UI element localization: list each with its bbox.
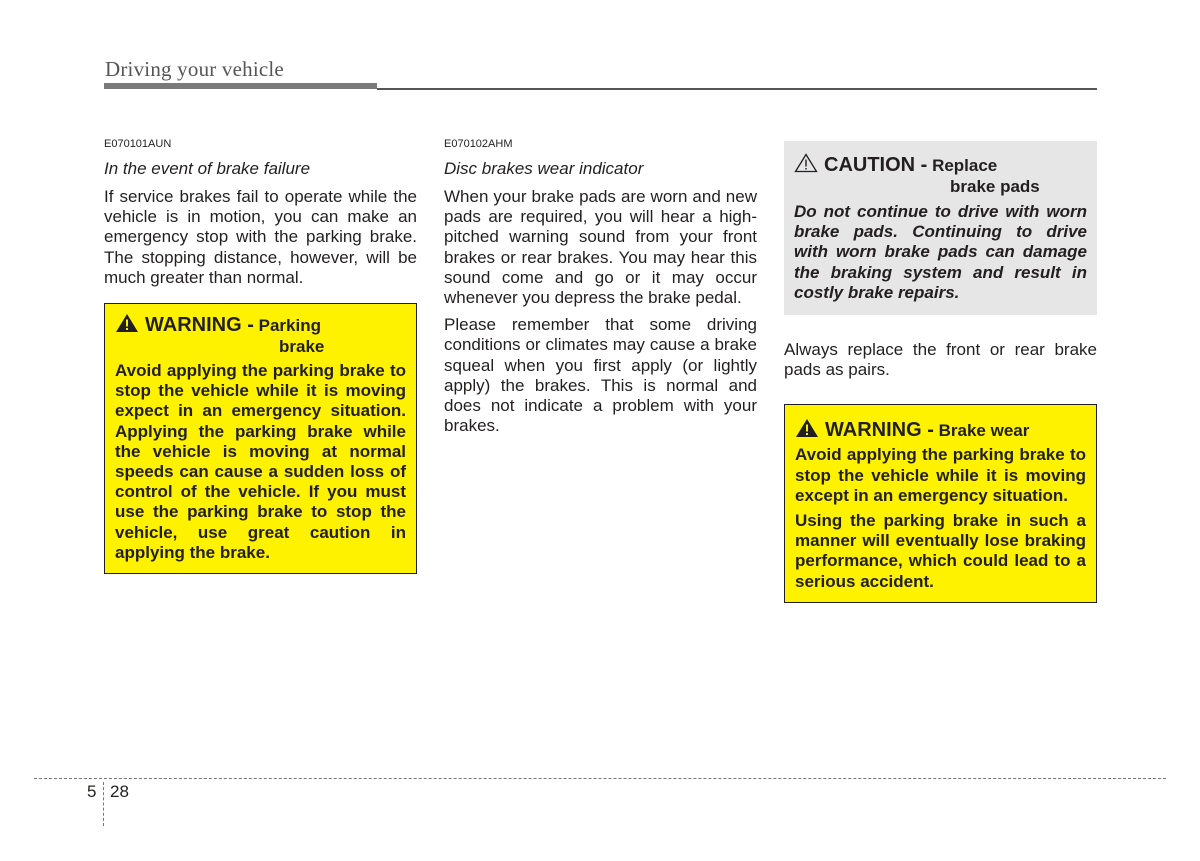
page-header-title: Driving your vehicle (105, 57, 284, 81)
warning-label: WARNING - (145, 314, 254, 337)
caution-title-line1: Replace (932, 156, 998, 175)
footer-divider (103, 782, 104, 826)
section-code: E070102AHM (444, 138, 513, 150)
body-paragraph: When your brake pads are worn and new pads are required, you will hear a high-pitched warning sound from your front brakes or rear brakes. You may hear this sound come and go or it may occur whenever you depress the brake pedal. (444, 187, 757, 308)
column-brake-pads (784, 141, 1097, 603)
body-paragraph: If service brakes fail to operate while the vehicle is in motion, you can make an emergency stop with the parking brake. The stopping distance, however, will be much greater than normal. (104, 187, 417, 287)
caution-box-heading (794, 153, 1087, 197)
caution-title-line2: brake pads (950, 177, 1040, 196)
section-code: E070101AUN (104, 138, 172, 150)
warning-text: Avoid applying the parking brake to stop the vehicle while it is moving expect in an emergency situation. Applying the parking brake while the vehicle is moving at normal speeds can cause a sudden loss of control of the vehicle. If you must use the parking brake to stop the vehicle, use great caution in applying the brake. (115, 361, 406, 562)
page-number: 28 (110, 782, 129, 801)
footer-rule (34, 778, 1166, 779)
warning-box-parking-brake (104, 303, 417, 574)
caution-text: Do not continue to drive with worn brake pads. Continuing to drive with worn brake pads can damage the braking system and result in costly brake repairs. (794, 202, 1087, 302)
warning-triangle-icon (115, 313, 139, 333)
page-section-number: 5 (87, 782, 97, 801)
body-paragraph: Please remember that some driving conditions or climates may cause a brake squeal when you first apply (or lightly apply) the brakes. This is normal and does not indicate a problem with your brakes. (444, 315, 757, 436)
column-brake-failure (104, 137, 417, 574)
caution-box-replace-brake-pads (784, 141, 1097, 315)
header-rule-thin (377, 88, 1097, 90)
warning-title-line1: Parking (258, 316, 321, 336)
header-rule-thick (104, 83, 377, 89)
caution-label: CAUTION - (824, 154, 928, 176)
warning-box-heading (115, 313, 406, 357)
section-heading: In the event of brake failure (104, 159, 311, 178)
section-heading: Disc brakes wear indicator (444, 159, 644, 178)
warning-box-brake-wear (784, 404, 1097, 602)
caution-triangle-icon (794, 153, 818, 173)
warning-text: Avoid applying the parking brake to stop the vehicle while it is moving except in an emergency situation. (795, 445, 1086, 505)
warning-box-heading (795, 414, 1086, 441)
column-disc-brakes (444, 137, 757, 436)
warning-text: Using the parking brake in such a manner will eventually lose braking performance, which could lead to a serious accident. (795, 511, 1086, 591)
warning-label: WARNING - (825, 419, 934, 442)
warning-title-line2: brake (279, 337, 325, 357)
body-paragraph: Always replace the front or rear brake pads as pairs. (784, 340, 1097, 380)
warning-triangle-icon (795, 418, 819, 438)
warning-title: Brake wear (938, 421, 1030, 441)
